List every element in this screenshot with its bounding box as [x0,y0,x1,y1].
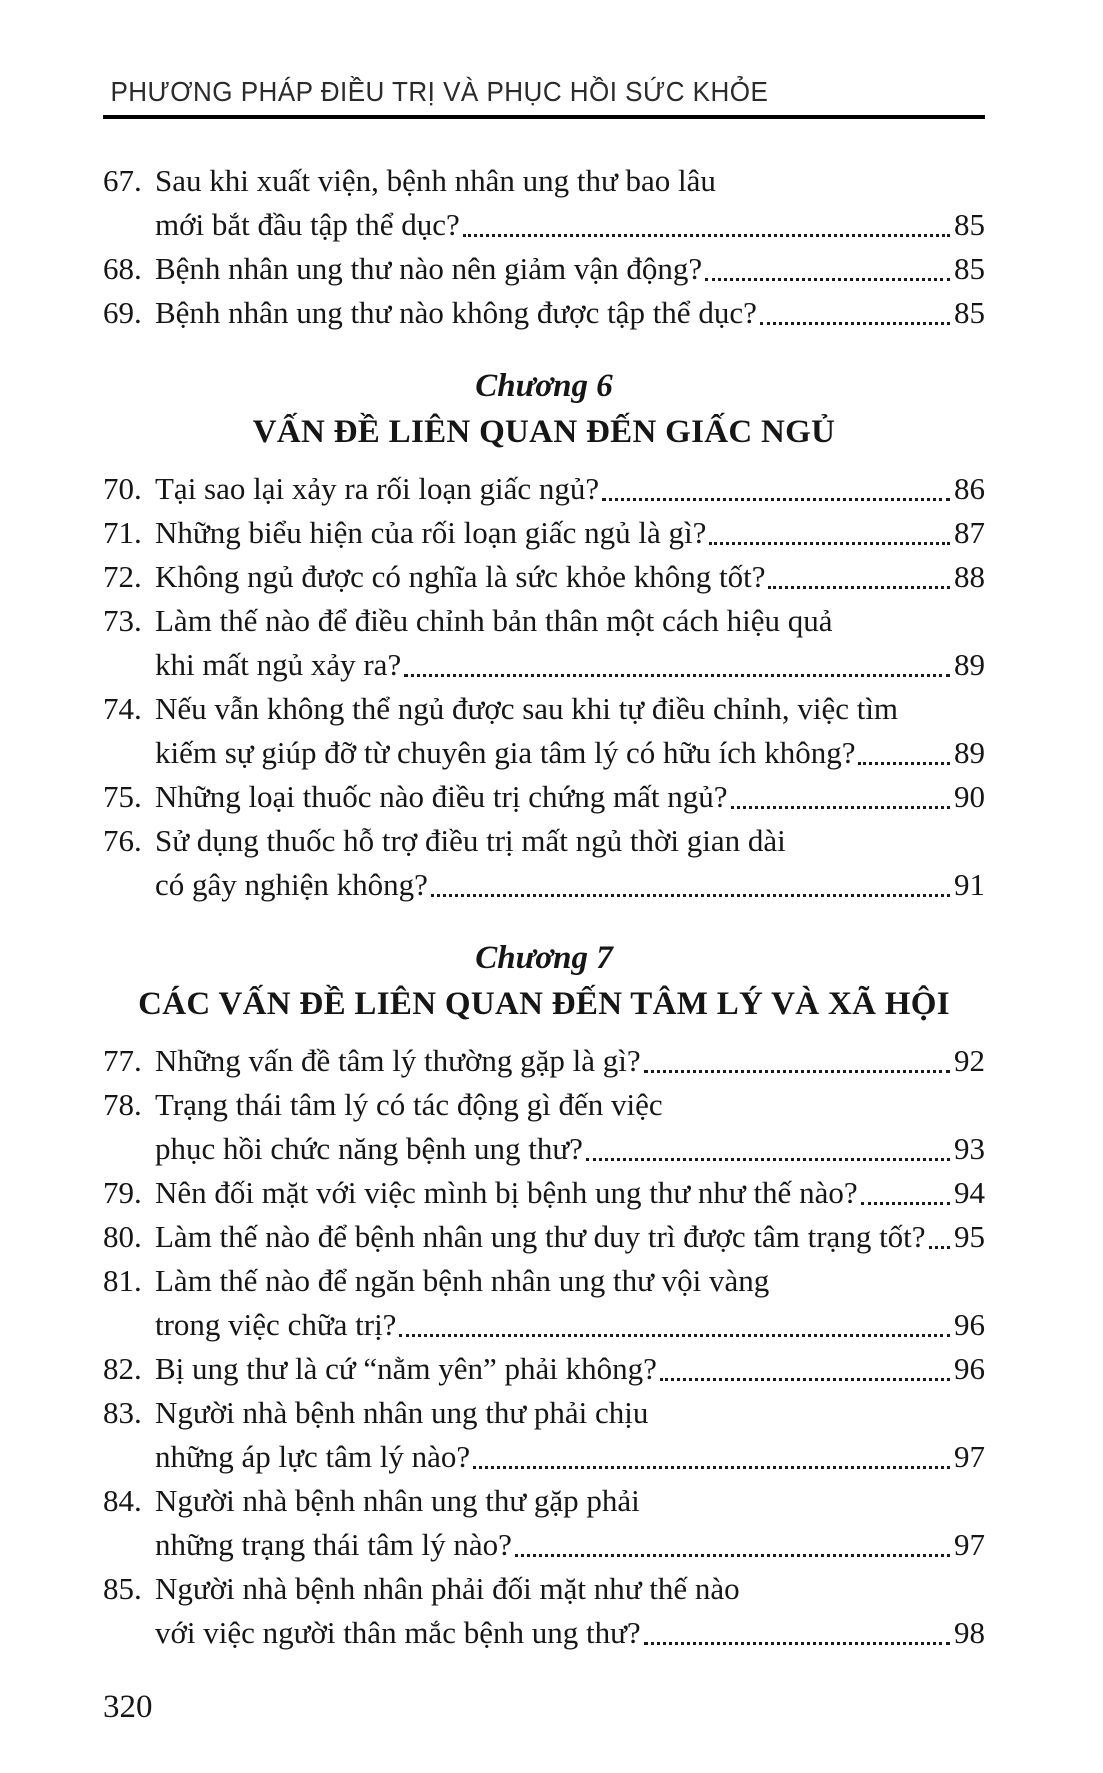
entry-page-number: 94 [954,1175,985,1210]
toc-entry [103,687,985,775]
entry-number: 82. [103,1351,142,1386]
entry-text-line2: những áp lực tâm lý nào? [155,1439,471,1474]
entry-page-number: 95 [954,1219,985,1254]
dot-leader [705,278,950,281]
chapter-label: Chương 6 [475,368,613,404]
entry-text-line1: Người nhà bệnh nhân ung thư phải chịu [155,1395,649,1430]
dot-leader [768,586,950,589]
entry-number: 83. [103,1395,142,1430]
toc-entry [103,1083,985,1171]
entry-number: 72. [103,559,142,594]
toc-entry [103,775,985,819]
entry-text-line1: Những loại thuốc nào điều trị chứng mất ngủ? [155,779,728,814]
entry-page-number: 96 [954,1307,985,1342]
entry-text-line1: Bệnh nhân ung thư nào không được tập thể dục? [155,295,757,330]
entry-text-line2: khi mất ngủ xảy ra? [155,647,402,682]
page-header [103,76,985,119]
entry-number: 68. [103,251,142,286]
dot-leader [929,1246,950,1249]
toc-entry [103,511,985,555]
entry-text-line1: Trạng thái tâm lý có tác động gì đến việc [155,1087,663,1122]
toc-entry [103,819,985,907]
entry-page-number: 89 [954,647,985,682]
entry-page-number: 89 [954,735,985,770]
entry-text-line2: với việc người thân mắc bệnh ung thư? [155,1615,641,1650]
chapter-title: CÁC VẤN ĐỀ LIÊN QUAN ĐẾN TÂM LÝ VÀ XÃ HỘI [138,986,950,1022]
entry-page-number: 92 [954,1043,985,1078]
entry-number: 75. [103,779,142,814]
entry-text-line1: Bị ung thư là cứ “nằm yên” phải không? [155,1351,657,1386]
dot-leader [760,322,950,325]
entry-number: 79. [103,1175,142,1210]
dot-leader [644,1070,950,1073]
chapter-heading [103,935,985,1027]
chapter-heading [103,363,985,455]
entry-text-line1: Sử dụng thuốc hỗ trợ điều trị mất ngủ thời gian dài [155,823,786,858]
entry-text-line1: Làm thế nào để điều chỉnh bản thân một cách hiệu quả [155,603,833,638]
entry-page-number: 85 [954,207,985,242]
entry-text-line2: phục hồi chức năng bệnh ung thư? [155,1131,583,1166]
entry-text-line1: Những vấn đề tâm lý thường gặp là gì? [155,1043,641,1078]
entry-number: 70. [103,471,142,506]
entry-text-line2: những trạng thái tâm lý nào? [155,1527,512,1562]
dot-leader [515,1554,950,1557]
dot-leader [709,542,950,545]
dot-leader [644,1642,950,1645]
entry-page-number: 88 [954,559,985,594]
entry-text-line1: Nên đối mặt với việc mình bị bệnh ung thư như thế nào? [155,1175,858,1210]
toc-entry [103,599,985,687]
running-header-title: PHƯƠNG PHÁP ĐIỀU TRỊ VÀ PHỤC HỒI SỨC KHỎE [110,76,769,107]
header-rule [103,115,985,119]
entry-page-number: 91 [954,867,985,902]
entry-number: 80. [103,1219,142,1254]
entry-page-number: 85 [954,295,985,330]
entry-text-line1: Nếu vẫn không thể ngủ được sau khi tự điều chỉnh, việc tìm [155,691,899,726]
entry-text-line1: Người nhà bệnh nhân phải đối mặt như thế nào [155,1571,740,1606]
entry-page-number: 87 [954,515,985,550]
toc-entry [103,1391,985,1479]
entry-number: 84. [103,1483,142,1518]
entry-number: 74. [103,691,142,726]
toc-entry [103,1479,985,1567]
toc-entry [103,159,985,247]
toc-entry [103,1347,985,1391]
dot-leader [731,806,950,809]
entry-page-number: 97 [954,1439,985,1474]
entry-number: 81. [103,1263,142,1298]
dot-leader [463,234,950,237]
entry-text-line1: Sau khi xuất viện, bệnh nhân ung thư bao lâu [155,163,716,198]
dot-leader [861,1202,950,1205]
toc-entry [103,1567,985,1655]
toc-entry [103,247,985,291]
dot-leader [586,1158,950,1161]
entry-number: 85. [103,1571,142,1606]
dot-leader [602,498,950,501]
entry-number: 73. [103,603,142,638]
toc-entry [103,1171,985,1215]
entry-text-line2: có gây nghiện không? [155,867,428,902]
entry-page-number: 86 [954,471,985,506]
chapter-label: Chương 7 [475,940,613,976]
entry-page-number: 97 [954,1527,985,1562]
entry-text-line1: Những biểu hiện của rối loạn giấc ngủ là gì? [155,515,707,550]
dot-leader [399,1334,950,1337]
toc-entry [103,1215,985,1259]
entry-page-number: 96 [954,1351,985,1386]
entry-text-line2: trong việc chữa trị? [155,1307,397,1342]
entry-number: 67. [103,163,142,198]
dot-leader [431,894,950,897]
entry-page-number: 85 [954,251,985,286]
entry-number: 77. [103,1043,142,1078]
entry-page-number: 90 [954,779,985,814]
table-of-contents [103,159,985,1655]
entry-page-number: 98 [954,1615,985,1650]
toc-entry [103,291,985,335]
entry-page-number: 93 [954,1131,985,1166]
entry-text-line2: mới bắt đầu tập thể dục? [155,207,460,242]
entry-text-line1: Tại sao lại xảy ra rối loạn giấc ngủ? [155,471,600,506]
entry-number: 71. [103,515,142,550]
page-folio: 320 [103,1689,153,1725]
entry-number: 69. [103,295,142,330]
entry-text-line1: Người nhà bệnh nhân ung thư gặp phải [155,1483,640,1518]
dot-leader [660,1378,950,1381]
entry-text-line1: Làm thế nào để bệnh nhân ung thư duy trì được tâm trạng tốt? [155,1219,926,1254]
toc-entry [103,467,985,511]
entry-number: 78. [103,1087,142,1122]
chapter-title: VẤN ĐỀ LIÊN QUAN ĐẾN GIẤC NGỦ [252,414,836,450]
entry-text-line1: Không ngủ được có nghĩa là sức khỏe không tốt? [155,559,766,594]
entry-text-line1: Bệnh nhân ung thư nào nên giảm vận động? [155,251,703,286]
dot-leader [473,1466,950,1469]
dot-leader [858,762,950,765]
entry-number: 76. [103,823,142,858]
entry-text-line1: Làm thế nào để ngăn bệnh nhân ung thư vội vàng [155,1263,770,1298]
toc-entry [103,555,985,599]
toc-entry [103,1259,985,1347]
toc-entry [103,1039,985,1083]
entry-text-line2: kiếm sự giúp đỡ từ chuyên gia tâm lý có hữu ích không? [155,735,856,770]
dot-leader [404,674,950,677]
